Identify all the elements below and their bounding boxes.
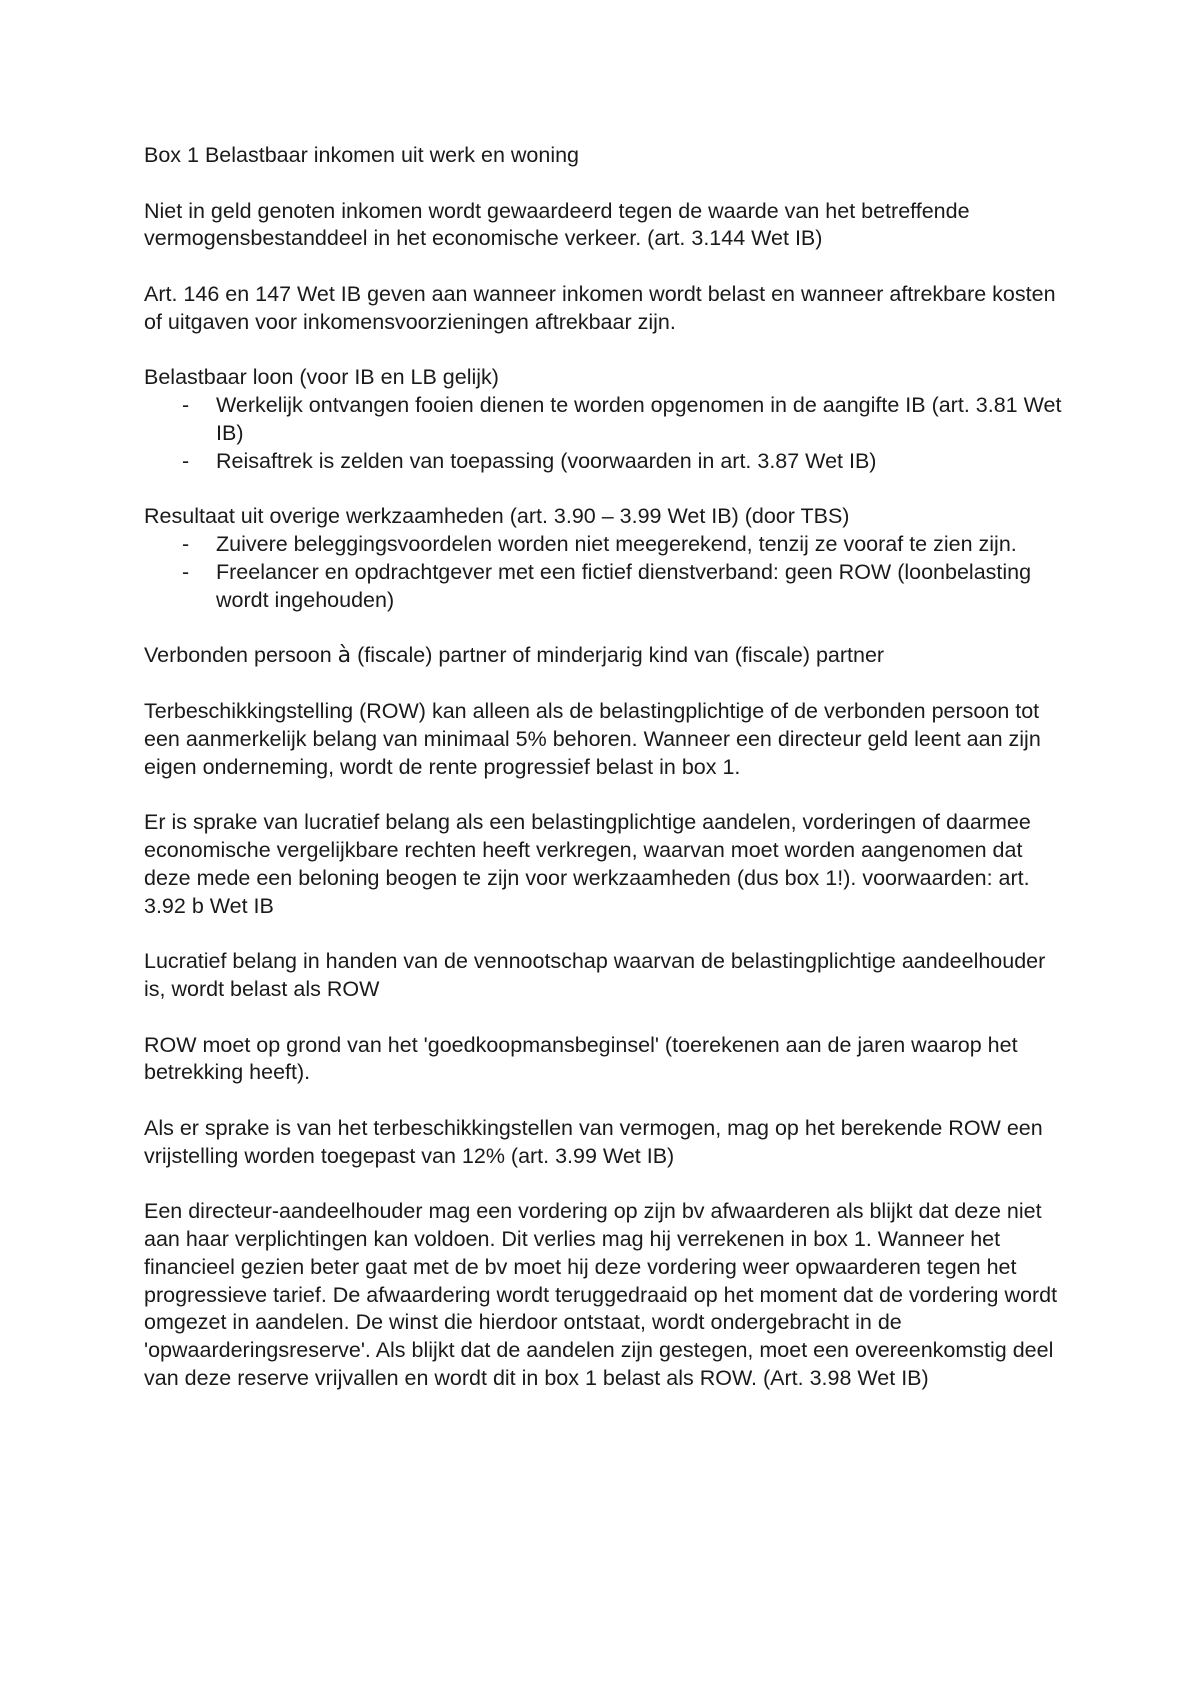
list-item-text: Werkelijk ontvangen fooien dienen te worden opgenomen in de aangifte IB (art. 3.81 Wet IB) — [216, 393, 1062, 445]
dash-bullet: - — [182, 532, 190, 557]
dash-bullet: - — [182, 448, 190, 473]
arrow-icon: à — [337, 643, 352, 669]
list-overige-werkzaamheden — [144, 531, 1064, 614]
list-item-text: Zuivere beleggingsvoordelen worden niet meegerekend, tenzij ze vooraf te zien zijn. — [216, 532, 1017, 557]
paragraph-goedkoopmansbeginsel: ROW moet op grond van het 'goedkoopmansbeginsel' (toerekenen aan de jaren waarop het betrekking heeft). — [144, 1032, 1018, 1085]
list-item-text: Reisaftrek is zelden van toepassing (voorwaarden in art. 3.87 Wet IB) — [216, 448, 877, 473]
verbonden-text-before: Verbonden persoon — [144, 643, 338, 668]
paragraph-vrijstelling: Als er sprake is van het terbeschikkingstellen van vermogen, mag op het berekende ROW een vrijstelling worden toegepast van 12% (art. 3.99 Wet IB) — [144, 1115, 1043, 1168]
list-item — [144, 559, 1064, 615]
document-page — [144, 142, 1064, 1421]
dash-bullet: - — [182, 559, 190, 584]
paragraph-directeur-aandeelhouder: Een directeur-aandeelhouder mag een vordering op zijn bv afwaarderen als blijkt dat deze niet aan haar verplichtingen kan voldoen. Dit verlies mag hij verrekenen in box 1. Wanneer het financieel gezien beter gaat met de bv moet hij deze vordering weer opwaarderen tegen het progressieve tarief. De afwaardering wordt teruggedraaid op het moment dat de vordering wordt omgezet in aandelen. De winst die hierdoor ontstaat, wordt ondergebracht in de 'opwaarderingsreserve'. Als blijkt dat de aandelen zijn gestegen, moet een overeenkomstig deel van deze reserve vrijvallen en wordt dit in box 1 belast als ROW. (Art. 3.98 Wet IB) — [144, 1199, 1058, 1391]
list-item-text: Freelancer en opdrachtgever met een fictief dienstverband: geen ROW (loonbelasting wordt ingehouden) — [216, 559, 1032, 612]
paragraph-art-146: Art. 146 en 147 Wet IB geven aan wanneer inkomen wordt belast en wanneer aftrekbare kosten of uitgaven voor inkomensvoorzieningen aftrekbaar zijn. — [144, 281, 1056, 334]
paragraph-lucratief-belang: Er is sprake van lucratief belang als een belastingplichtige aandelen, vorderingen of daarmee economische vergelijkbare rechten heeft verkregen, waarvan moet worden aangenomen dat deze mede een beloning beogen te zijn voor werkzaamheden (dus box 1!). voorwaarden: art. 3.92 b Wet IB — [144, 810, 1031, 918]
verbonden-text-after: (fiscale) partner of minderjarig kind van (fiscale) partner — [351, 643, 885, 668]
list-item — [144, 392, 1064, 448]
dash-bullet: - — [182, 393, 190, 418]
list-item — [144, 531, 1064, 559]
paragraph-terbeschikkingstelling: Terbeschikkingstelling (ROW) kan alleen als de belastingplichtige of de verbonden persoon tot een aanmerkelijk belang van minimaal 5% behoren. Wanneer een directeur geld leent aan zijn eigen onderneming, wordt de rente progressief belast in box 1. — [144, 698, 1041, 779]
section-title-overige-werkzaamheden: Resultaat uit overige werkzaamheden (art. 3.90 – 3.99 Wet IB) (door TBS) — [144, 504, 850, 529]
document-heading: Box 1 Belastbaar inkomen uit werk en woning — [144, 143, 580, 167]
list-belastbaar-loon — [144, 392, 1064, 475]
paragraph-verbonden-persoon — [144, 642, 1064, 670]
paragraph-niet-in-geld: Niet in geld genoten inkomen wordt gewaardeerd tegen de waarde van het betreffende vermogensbestanddeel in het economische verkeer. (art. 3.144 Wet IB) — [144, 198, 970, 251]
list-item — [144, 448, 1064, 476]
paragraph-lucratief-vennootschap: Lucratief belang in handen van de vennootschap waarvan de belastingplichtige aandeelhouder is, wordt belast als ROW — [144, 949, 1046, 1001]
section-title-belastbaar-loon: Belastbaar loon (voor IB en LB gelijk) — [144, 365, 499, 390]
